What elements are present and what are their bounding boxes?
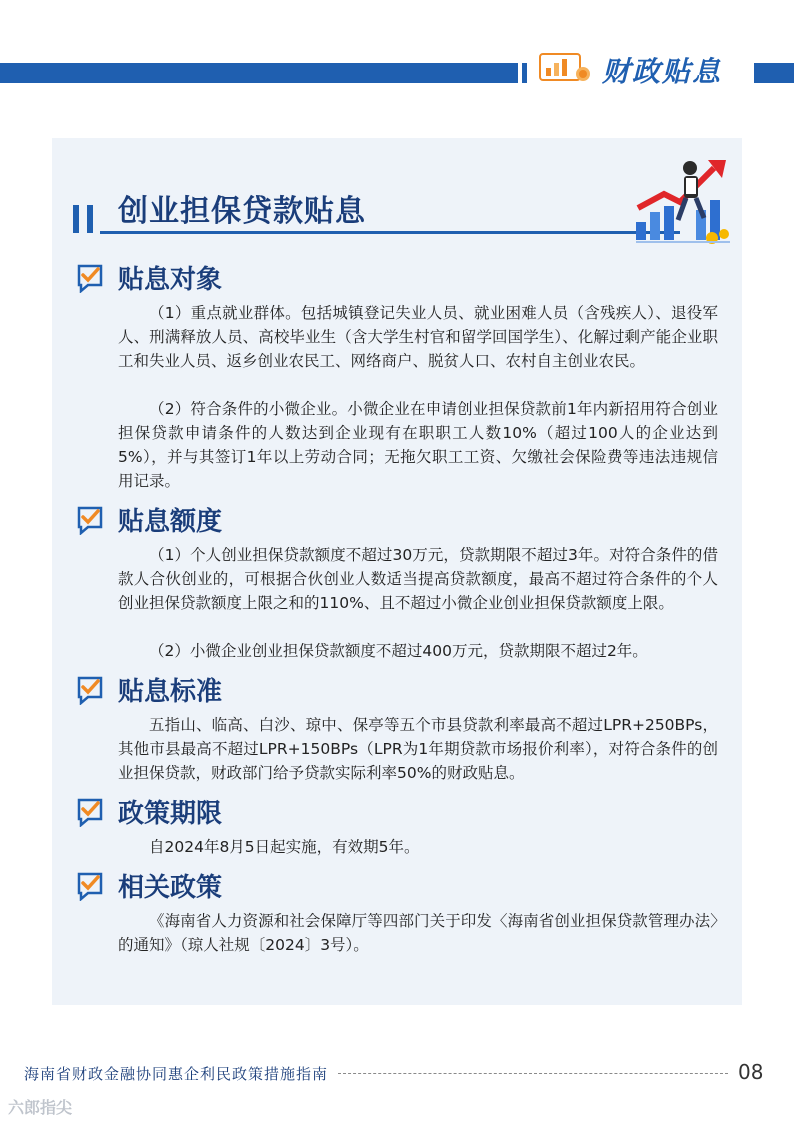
header-bar-left: [0, 63, 518, 83]
watermark: 六郎指尖: [8, 1098, 73, 1117]
finance-logo-icon: [538, 50, 592, 84]
businesswoman-arrow-illustration: [630, 150, 734, 250]
checkbox-icon: [76, 871, 104, 901]
page-number: 08: [738, 1060, 764, 1084]
checkbox-icon: [76, 797, 104, 827]
checkbox-icon: [76, 675, 104, 705]
footer-divider: [338, 1073, 728, 1074]
page-title: 创业担保贷款贴息: [118, 194, 366, 229]
paragraph-standard: 五指山、临高、白沙、琼中、保亭等五个市县贷款利率最高不超过LPR+250BPs，其他市县最高不超过LPR+150BPs（LPR为1年期贷款市场报价利率），对符合条件的创业担保贷款，财政部门给予贷款实际利率50%的财政贴息。: [118, 716, 718, 782]
header-label: 财政贴息: [602, 55, 723, 88]
paragraph-amount-1: （1）个人创业担保贷款额度不超过30万元，贷款期限不超过3年。对符合条件的借款人合伙创业的，可根据合伙创业人数适当提高贷款额度，最高不超过符合条件的个人创业担保贷款额度上限之和的110%、且不超过小微企业创业担保贷款额度上限。: [118, 546, 718, 612]
paragraph-target-1: （1）重点就业群体。包括城镇登记失业人员、就业困难人员（含残疾人）、退役军人、刑满释放人员、高校毕业生（含大学生村官和留学回国学生）、化解过剩产能企业职工和失业人员、返乡创业农民工、网络商户、脱贫人口、农村自主创业农民。: [118, 304, 718, 370]
paragraph-period: 自2024年8月5日起实施，有效期5年。: [149, 838, 420, 856]
checkbox-icon: [76, 505, 104, 535]
section-heading-amount: 贴息额度: [118, 507, 223, 537]
header-bar-right: [754, 63, 794, 83]
section-heading-period: 政策期限: [118, 799, 223, 829]
title-underline: [100, 231, 680, 234]
section-heading-standard: 贴息标准: [118, 677, 223, 707]
footer-guide-title: 海南省财政金融协同惠企利民政策措施指南: [24, 1065, 329, 1083]
section-heading-related: 相关政策: [118, 873, 223, 903]
paragraph-target-2: （2）符合条件的小微企业。小微企业在申请创业担保贷款前1年内新招用符合创业担保贷款申请条件的人数达到企业现有在职职工人数10%（超过100人的企业达到5%），并与其签订1年以上劳动合同；无拖欠职工工资、欠缴社会保险费等违法违规信用记录。: [118, 400, 718, 490]
paragraph-related: 《海南省人力资源和社会保障厅等四部门关于印发〈海南省创业担保贷款管理办法〉的通知》（琼人社规〔2024〕3号）。: [118, 912, 718, 954]
header-bar-tick: [522, 63, 527, 83]
checkbox-icon: [76, 263, 104, 293]
section-heading-target: 贴息对象: [118, 265, 223, 295]
paragraph-amount-2: （2）小微企业创业担保贷款额度不超过400万元，贷款期限不超过2年。: [149, 642, 648, 660]
